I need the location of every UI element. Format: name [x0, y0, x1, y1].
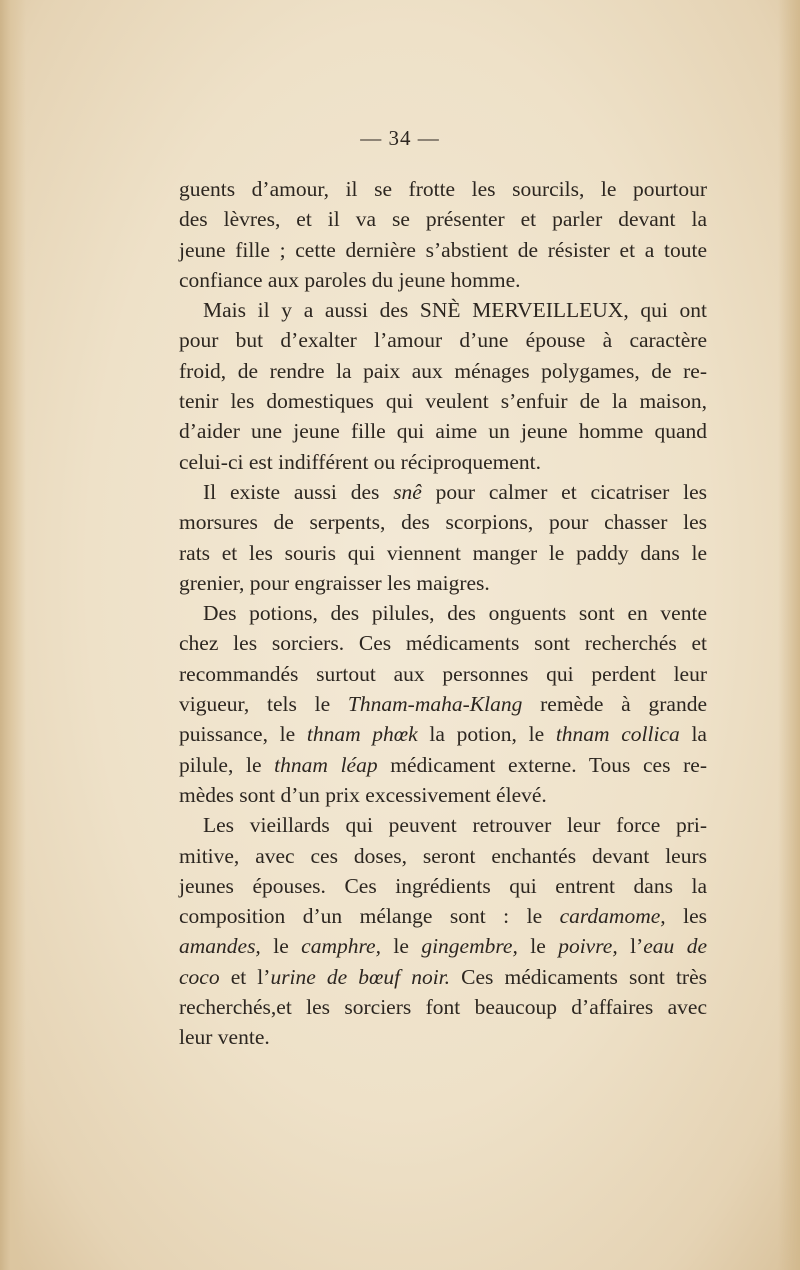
- text-line: [179, 931, 707, 961]
- text-line: jeunes épouses. Ces ingrédients qui entrent dans la: [179, 873, 707, 898]
- italic-term: Thnam-maha-Klang: [347, 692, 523, 717]
- italic-term: snê: [393, 479, 422, 504]
- italic-term: eau de: [643, 934, 707, 959]
- text-line: des lèvres, et il va se présenter et parler devant la: [179, 207, 707, 232]
- italic-term: gingembre,: [421, 934, 518, 959]
- text-line: recherchés,et les sorciers font beaucoup d’affaires avec: [179, 995, 707, 1020]
- page-number: — 34 —: [360, 126, 440, 150]
- text-run: le: [517, 934, 559, 959]
- text-run: le: [260, 934, 302, 959]
- text-run: l’: [617, 934, 644, 959]
- text-line: froid, de rendre la paix aux ménages polygames, de re-: [179, 358, 707, 383]
- text-line: leur vente.: [179, 1025, 270, 1050]
- text-run: vigueur, tels le: [179, 692, 348, 717]
- text-run: et l’: [219, 964, 271, 989]
- text-run: puissance, le: [179, 722, 307, 747]
- text-line: morsures de serpents, des scorpions, pour chasser les: [179, 510, 707, 535]
- italic-term: urine de bœuf noir.: [270, 964, 451, 989]
- text-run: les: [665, 904, 707, 929]
- text-run: le: [380, 934, 422, 959]
- text-run: Il existe aussi des: [203, 479, 394, 504]
- text-line: guents d’amour, il se frotte les sourcils, le pourtour: [179, 177, 707, 201]
- italic-term: poivre,: [558, 934, 618, 959]
- text-line: [179, 750, 707, 780]
- text-run: pour calmer et cicatriser les: [421, 479, 707, 504]
- text-line: pour but d’exalter l’amour d’une épouse à caractère: [179, 328, 707, 353]
- text-line: [179, 962, 707, 992]
- text-line: recommandés surtout aux personnes qui perdent leur: [179, 661, 707, 686]
- text-line: jeune fille ; cette dernière s’abstient de résister et a toute: [179, 237, 707, 262]
- text-line: [179, 719, 707, 749]
- text-line: Mais il y a aussi des SNÈ MERVEILLEUX, qui ont: [203, 298, 707, 323]
- italic-term: coco: [179, 964, 220, 989]
- paragraph-4: [179, 598, 707, 810]
- text-run: Ces médicaments sont très: [450, 964, 707, 989]
- text-line: mitive, avec ces doses, seront enchantés devant leurs: [179, 843, 707, 868]
- text-line: Des potions, des pilules, des onguents sont en vente: [203, 601, 707, 626]
- italic-term: amandes,: [179, 934, 261, 959]
- text-line: d’aider une jeune fille qui aime un jeune homme quand: [179, 419, 707, 444]
- italic-term: camphre,: [301, 934, 381, 959]
- text-line: celui-ci est indifférent ou réciproquement.: [179, 449, 541, 474]
- paragraph-5: [179, 810, 707, 1052]
- text-line: rats et les souris qui viennent manger le paddy dans le: [179, 540, 707, 565]
- text-line: [179, 689, 707, 719]
- text-line: Les vieillards qui peuvent retrouver leur force pri-: [203, 813, 707, 838]
- page-left-edge-shadow: [0, 0, 26, 1270]
- text-run: la potion, le: [417, 722, 556, 747]
- text-line: [179, 901, 707, 931]
- italic-term: thnam phœk: [306, 722, 418, 747]
- text-line: confiance aux paroles du jeune homme.: [179, 267, 521, 292]
- text-line: grenier, pour engraisser les maigres.: [179, 570, 490, 595]
- italic-term: thnam collica: [555, 722, 680, 747]
- text-line: [179, 477, 707, 507]
- text-line: mèdes sont d’un prix excessivement élevé.: [179, 782, 547, 807]
- body-text: [179, 174, 707, 1053]
- text-run: pilule, le: [179, 752, 275, 777]
- page-right-edge-shadow: [778, 0, 800, 1270]
- paragraph-1: [179, 174, 707, 295]
- italic-term: thnam léap: [274, 752, 378, 777]
- text-run: la: [679, 722, 707, 747]
- text-run: médicament externe. Tous ces re-: [377, 752, 707, 777]
- italic-term: cardamome,: [559, 904, 666, 929]
- text-run: composition d’un mélange sont : le: [179, 904, 560, 929]
- paragraph-3: [179, 477, 707, 598]
- text-line: chez les sorciers. Ces médicaments sont recherchés et: [179, 631, 707, 656]
- paragraph-2: [179, 295, 707, 477]
- text-line: tenir les domestiques qui veulent s’enfuir de la maison,: [179, 389, 707, 414]
- text-run: remède à grande: [522, 692, 707, 717]
